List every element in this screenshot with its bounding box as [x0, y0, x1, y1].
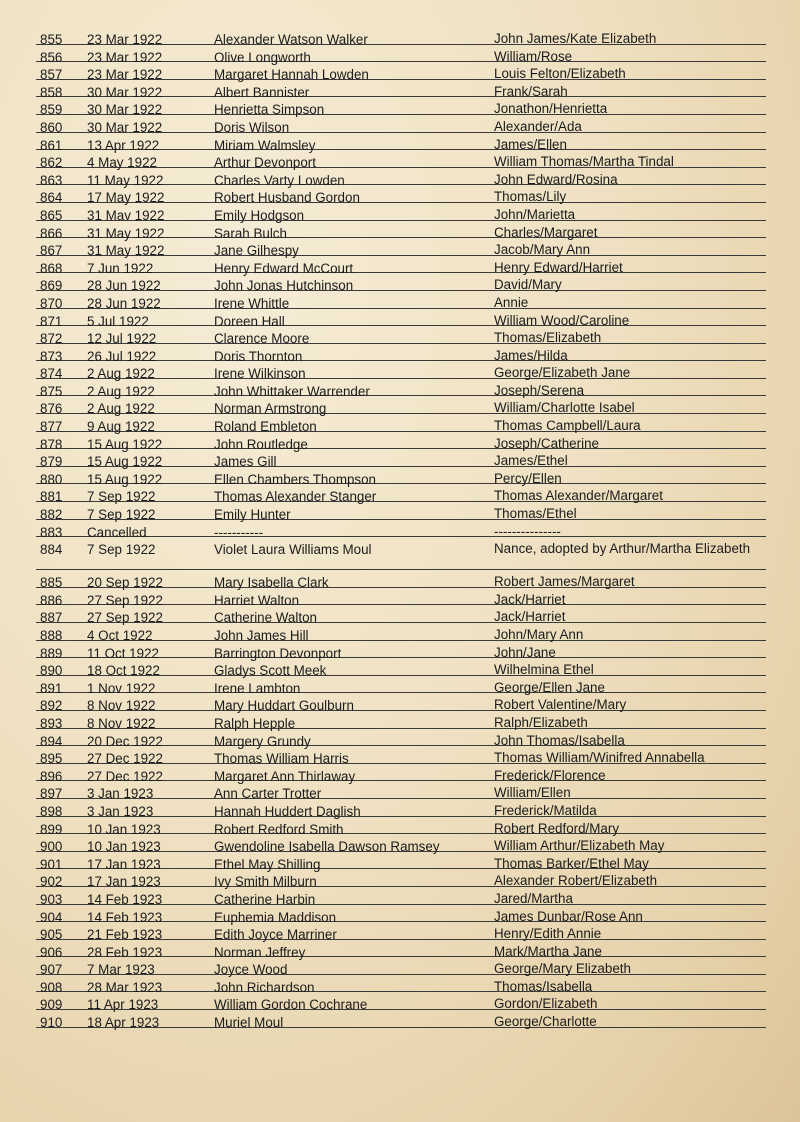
- parents-names: Henry Edward/Harriet: [494, 259, 623, 275]
- entry-number: 876: [40, 401, 63, 417]
- entry-date: 23 Mar 1922: [87, 49, 163, 65]
- child-name: Roland Embleton: [214, 419, 317, 435]
- child-name: John Richardson: [214, 979, 315, 995]
- child-name: Joyce Wood: [214, 962, 288, 978]
- entry-date: 14 Feb 1923: [87, 909, 163, 925]
- table-row: [36, 852, 766, 870]
- entry-date: 31 Mav 1922: [87, 207, 165, 223]
- child-name: Alexander Watson Walker: [214, 32, 368, 47]
- entry-number: 879: [40, 454, 63, 470]
- parents-names: Jared/Martha: [494, 890, 573, 906]
- child-name: -----------: [214, 524, 264, 540]
- child-name: Harriet Walton: [214, 592, 300, 608]
- parents-names: Charles/Margaret: [494, 224, 598, 240]
- parents-names: William/Charlotte Isabel: [494, 400, 635, 416]
- child-name: Miriam Walmsley: [214, 137, 316, 153]
- child-name: Ralph Hepple: [214, 715, 296, 731]
- table-row: [36, 467, 766, 485]
- child-name: William Gordon Cochrane: [214, 997, 368, 1013]
- entry-number: 901: [40, 856, 63, 872]
- child-name: Doreen Hall: [214, 313, 285, 329]
- parents-names: David/Mary: [494, 277, 562, 293]
- parents-names: John/Mary Ann: [494, 627, 584, 642]
- entry-number: 861: [40, 137, 63, 153]
- child-name: James Gill: [214, 454, 277, 470]
- entry-number: 881: [40, 489, 63, 505]
- parents-names: Frank/Sarah: [494, 83, 568, 99]
- entry-date: 7 Sep 1922: [87, 507, 156, 523]
- table-row: [36, 185, 766, 206]
- child-name: Charles Varty Lowden: [214, 172, 345, 188]
- parents-names: Jonathon/Henrietta: [494, 101, 608, 117]
- parents-names: Alexander Robert/Elizabeth: [494, 873, 658, 889]
- entry-date: 15 Aug 1922: [87, 436, 163, 452]
- table-row: [36, 309, 766, 327]
- child-name: Muriel Moul: [214, 1015, 284, 1031]
- entry-date: 17 Jan 1923: [87, 856, 161, 872]
- entry-number: 860: [40, 119, 63, 135]
- table-row: [36, 449, 766, 470]
- table-row: [36, 992, 766, 1013]
- entry-number: 885: [40, 575, 63, 591]
- table-row: [36, 975, 766, 993]
- parents-names: Thomas Barker/Ethel May: [494, 855, 649, 871]
- table-row: [36, 676, 766, 694]
- child-name: Albert Bannister: [214, 84, 310, 100]
- entry-date: 15 Aug 1922: [87, 454, 163, 470]
- entry-number: 899: [40, 821, 63, 837]
- entry-date: 18 Oct 1922: [87, 663, 160, 679]
- entry-date: 8 Nov 1922: [87, 698, 156, 714]
- parents-names: John James/Kate Elizabeth: [494, 31, 657, 46]
- parents-names: Thomas Alexander/Margaret: [494, 488, 663, 504]
- entry-number: 903: [40, 891, 63, 907]
- entry-number: 867: [40, 243, 63, 259]
- parents-names: William Wood/Caroline: [494, 312, 630, 328]
- entry-date: 12 Jul 1922: [87, 331, 157, 347]
- child-name: Mary Isabella Clark: [214, 575, 329, 591]
- entry-number: 869: [40, 278, 63, 294]
- table-row: [36, 133, 766, 151]
- entry-number: 906: [40, 944, 63, 960]
- parents-names: Gordon/Elizabeth: [494, 996, 598, 1012]
- table-row: [36, 238, 766, 259]
- entry-number: 904: [40, 909, 63, 925]
- entry-number: 882: [40, 507, 63, 523]
- child-name: Mary Huddart Goulburn: [214, 698, 354, 714]
- entry-date: 9 Aug 1922: [87, 419, 155, 435]
- entry-number: 909: [40, 997, 63, 1013]
- table-row: [36, 326, 766, 347]
- entry-date: 7 Sep 1922: [87, 542, 156, 558]
- entry-number: 890: [40, 663, 63, 679]
- table-row: [36, 115, 766, 133]
- child-name: Irene Lambton: [214, 680, 301, 696]
- table-row: [36, 957, 766, 978]
- parents-names: Annie: [494, 294, 529, 310]
- parents-names: Thomas Campbell/Laura: [494, 418, 641, 434]
- entry-number: 866: [40, 225, 63, 241]
- child-name: Irene Wilkinson: [214, 366, 306, 382]
- parents-names: William/Rose: [494, 48, 573, 64]
- child-name: Arthur Devonport: [214, 155, 316, 171]
- parents-names: Jack/Harriet: [494, 591, 566, 607]
- child-name: Ann Carter Trotter: [214, 786, 322, 802]
- table-row: [36, 221, 766, 239]
- parents-names: Thomas/Elizabeth: [494, 330, 602, 346]
- entry-date: 27 Sep 1922: [87, 610, 163, 626]
- child-name: Emily Hunter: [214, 507, 291, 523]
- entry-number: 889: [40, 645, 63, 661]
- parents-names: George/Charlotte: [494, 1014, 597, 1030]
- parents-names: Jacob/Mary Ann: [494, 242, 591, 258]
- entry-number: 865: [40, 207, 63, 223]
- entry-date: 30 Mar 1922: [87, 119, 163, 135]
- entry-number: 883: [40, 524, 63, 540]
- parents-names: George/Elizabeth Jane: [494, 365, 631, 381]
- child-name: Irene Whittle: [214, 295, 290, 311]
- entry-date: 14 Feb 1923: [87, 891, 163, 907]
- table-row: [36, 658, 766, 679]
- child-name: Catherine Harbin: [214, 891, 316, 907]
- child-name: Gladys Scott Meek: [214, 663, 327, 679]
- child-name: Clarence Moore: [214, 331, 310, 347]
- entry-date: 26 Jul 1922: [87, 348, 157, 364]
- child-name: Thomas Alexander Stanger: [214, 489, 377, 505]
- parents-names: John Thomas/Isabella: [494, 732, 625, 748]
- table-row: [36, 729, 766, 747]
- entry-number: 898: [40, 803, 63, 819]
- parents-names: James Dunbar/Rose Ann: [494, 908, 643, 924]
- entry-date: 2 Aug 1922: [87, 401, 155, 417]
- child-name: Edith Joyce Marriner: [214, 927, 337, 943]
- table-row: [36, 168, 766, 186]
- entry-date: 3 Jan 1923: [87, 786, 154, 802]
- parents-names: Robert Redford/Mary: [494, 820, 620, 836]
- entry-date: 11 May 1922: [87, 172, 164, 188]
- child-name: Margaret Hannah Lowden: [214, 67, 369, 83]
- entry-date: 7 Sep 1922: [87, 489, 156, 505]
- entry-number: 878: [40, 436, 63, 452]
- parents-names: James/Ethel: [494, 453, 568, 469]
- entry-date: 27 Dec 1922: [87, 768, 163, 784]
- entry-date: 10 Jan 1923: [87, 821, 161, 837]
- table-row: [36, 62, 766, 83]
- entry-date: 31 May 1922: [87, 243, 165, 259]
- parents-names: Frederick/Florence: [494, 767, 606, 783]
- child-name: John Routledge: [214, 436, 308, 452]
- child-name: Violet Laura Williams Moul: [214, 542, 372, 558]
- parents-names: Percy/Ellen: [494, 470, 562, 486]
- table-row: [36, 869, 766, 890]
- child-name: Sarah Bulch: [214, 225, 287, 241]
- entry-date: 15 Aug 1922: [87, 471, 163, 487]
- entry-number: 897: [40, 786, 63, 802]
- child-name: Jane Gilhespy: [214, 243, 299, 259]
- table-row: [36, 887, 766, 905]
- table-row: [36, 396, 766, 417]
- entry-number: 872: [40, 331, 63, 347]
- table-row: [36, 817, 766, 835]
- table-row: [36, 711, 766, 729]
- entry-number: 871: [40, 313, 63, 329]
- entry-number: 859: [40, 102, 63, 118]
- parents-names: Ralph/Elizabeth: [494, 714, 588, 730]
- table-row: [36, 922, 766, 943]
- parents-names: Thomas/Lily: [494, 189, 567, 205]
- entry-number: 902: [40, 874, 63, 890]
- entry-date: 7 Mar 1923: [87, 962, 155, 978]
- entry-date: 20 Sep 1922: [87, 575, 163, 591]
- child-name: John Whittaker Warrender: [214, 383, 370, 399]
- parents-names: William Arthur/Elizabeth May: [494, 838, 665, 854]
- entry-date: 4 May 1922: [87, 155, 157, 171]
- parents-names: George/Ellen Jane: [494, 679, 605, 695]
- entry-date: 11 Oct 1922: [87, 645, 159, 661]
- table-row: [36, 520, 766, 538]
- entry-date: 2 Aug 1922: [87, 383, 155, 399]
- entry-date: 18 Apr 1923: [87, 1015, 160, 1031]
- child-name: Henrietta Simpson: [214, 102, 325, 118]
- entry-number: 891: [40, 680, 63, 696]
- parents-names: James/Ellen: [494, 136, 567, 152]
- table-row: [36, 799, 766, 817]
- parents-names: Joseph/Serena: [494, 382, 585, 398]
- entry-date: 28 Jun 1922: [87, 295, 161, 311]
- parents-names: Thomas/Isabella: [494, 978, 593, 994]
- parents-names: Frederick/Matilda: [494, 802, 597, 818]
- child-name: Doris Thornton: [214, 348, 303, 364]
- parents-names: Nance, adopted by Arthur/Martha Elizabeth: [494, 541, 751, 557]
- entry-date: 30 Mar 1922: [87, 102, 163, 118]
- table-row: [36, 781, 766, 802]
- parents-names: John/Marietta: [494, 206, 576, 222]
- child-name: Olive Longworth: [214, 49, 311, 65]
- child-name: Euphemia Maddison: [214, 909, 337, 925]
- child-name: Margaret Ann Thirlaway: [214, 768, 356, 784]
- entry-date: 23 Mar 1922: [87, 32, 163, 47]
- table-row: [36, 361, 766, 382]
- table-row: [36, 940, 766, 958]
- child-name: Ellen Chambers Thompson: [214, 471, 377, 487]
- table-row: [36, 256, 766, 274]
- entry-date: 21 Feb 1923: [87, 927, 163, 943]
- entry-date: 8 Nov 1922: [87, 715, 156, 731]
- table-row: [36, 344, 766, 362]
- entry-date: 28 Feb 1923: [87, 944, 163, 960]
- entry-date: 3 Jan 1923: [87, 803, 154, 819]
- child-name: Emily Hodgson: [214, 207, 305, 223]
- entry-number: 856: [40, 49, 63, 65]
- entry-number: 884: [40, 542, 63, 558]
- entry-number: 886: [40, 592, 63, 608]
- entry-number: 858: [40, 84, 63, 100]
- child-name: John James Hill: [214, 628, 309, 643]
- parents-names: Alexander/Ada: [494, 118, 582, 134]
- table-row: [36, 273, 766, 294]
- entry-number: 893: [40, 715, 63, 731]
- table-row: [36, 570, 766, 591]
- parents-names: Wilhelmina Ethel: [494, 662, 594, 678]
- entry-number: 907: [40, 962, 63, 978]
- entry-date: 28 Mar 1923: [87, 979, 163, 995]
- table-row: [36, 484, 766, 505]
- entry-number: 873: [40, 348, 63, 364]
- parents-names: George/Mary Elizabeth: [494, 961, 631, 977]
- parents-names: Louis Felton/Elizabeth: [494, 66, 626, 82]
- table-row: [36, 834, 766, 855]
- entry-number: 864: [40, 190, 63, 206]
- entry-date: 5 Jul 1922: [87, 313, 149, 329]
- child-name: Robert Husband Gordon: [214, 190, 360, 206]
- entry-number: 905: [40, 927, 63, 943]
- child-name: Margery Grundy: [214, 733, 311, 749]
- parents-names: ---------------: [494, 523, 561, 539]
- child-name: Norman Armstrong: [214, 401, 327, 417]
- entry-number: 868: [40, 260, 63, 276]
- entry-date: 17 Jan 1923: [87, 874, 161, 890]
- parents-names: Henry/Edith Annie: [494, 926, 602, 942]
- child-name: Gwendoline Isabella Dawson Ramsey: [214, 839, 440, 855]
- parents-names: John/Jane: [494, 644, 556, 660]
- child-name: Robert Redford Smith: [214, 821, 344, 837]
- table-row: [36, 45, 766, 63]
- entry-number: 895: [40, 751, 63, 767]
- table-row: [36, 641, 766, 659]
- entry-date: 27 Sep 1922: [87, 592, 163, 608]
- table-row: [36, 588, 766, 606]
- entry-number: 880: [40, 471, 63, 487]
- entry-date: 23 Mar 1922: [87, 67, 163, 83]
- table-row: [36, 291, 766, 309]
- table-row: [36, 905, 766, 923]
- entry-number: 875: [40, 383, 63, 399]
- table-row: [36, 502, 766, 523]
- entry-date: 4 Oct 1922: [87, 628, 153, 643]
- entry-number: 894: [40, 733, 63, 749]
- child-name: John Jonas Hutchinson: [214, 278, 354, 294]
- entry-number: 896: [40, 768, 63, 784]
- entry-number: 874: [40, 366, 63, 382]
- table-row: [36, 693, 766, 714]
- table-row: [36, 414, 766, 435]
- entry-number: 888: [40, 628, 63, 643]
- entry-number: 863: [40, 172, 63, 188]
- parents-names: Joseph/Catherine: [494, 435, 599, 451]
- entry-number: 855: [40, 32, 63, 47]
- child-name: Ethel May Shilling: [214, 856, 321, 872]
- baptism-register-table: [36, 27, 766, 1031]
- table-row: [36, 379, 766, 397]
- entry-date: 2 Aug 1922: [87, 366, 155, 382]
- entry-date: 31 May 1922: [87, 225, 165, 241]
- parents-names: William/Ellen: [494, 785, 571, 801]
- parents-names: Robert Valentine/Mary: [494, 697, 627, 713]
- parents-names: William Thomas/Martha Tindal: [494, 154, 674, 170]
- table-row: [36, 764, 766, 782]
- entry-number: 862: [40, 155, 63, 171]
- entry-date: 20 Dec 1922: [87, 733, 163, 749]
- parents-names: Mark/Martha Jane: [494, 943, 602, 959]
- entry-number: 910: [40, 1015, 63, 1031]
- entry-number: 887: [40, 610, 63, 626]
- table-row: [36, 623, 766, 641]
- table-row: [36, 97, 766, 118]
- entry-number: 857: [40, 67, 63, 83]
- table-row: [36, 537, 766, 570]
- entry-date: 17 May 1922: [87, 190, 165, 206]
- table-row: [36, 746, 766, 767]
- entry-date: 7 Jun 1922: [87, 260, 154, 276]
- entry-number: 900: [40, 839, 63, 855]
- entry-number: 870: [40, 295, 63, 311]
- child-name: Thomas William Harris: [214, 751, 349, 767]
- entry-date: 30 Mar 1922: [87, 84, 163, 100]
- child-name: Doris Wilson: [214, 119, 290, 135]
- entry-date: 28 Jun 1922: [87, 278, 161, 294]
- entry-date: 10 Jan 1923: [87, 839, 161, 855]
- entry-number: 908: [40, 979, 63, 995]
- entry-date: 11 Apr 1923: [87, 997, 159, 1013]
- parents-names: John Edward/Rosina: [494, 171, 618, 187]
- entry-number: 892: [40, 698, 63, 714]
- entry-date: 1 Nov 1922: [87, 680, 156, 696]
- table-row: [36, 432, 766, 450]
- entry-number: 877: [40, 419, 63, 435]
- parents-names: Thomas/Ethel: [494, 506, 577, 522]
- child-name: Hannah Huddert Daglish: [214, 803, 361, 819]
- parents-names: Jack/Harriet: [494, 609, 566, 625]
- child-name: Ivy Smith Milburn: [214, 874, 317, 890]
- table-row: [36, 203, 766, 221]
- child-name: Norman Jeffrey: [214, 944, 306, 960]
- entry-date: 27 Dec 1922: [87, 751, 163, 767]
- entry-date: 13 Apr 1922: [87, 137, 160, 153]
- table-row: [36, 1010, 766, 1031]
- parents-names: Thomas William/Winifred Annabella: [494, 750, 705, 766]
- table-row: [36, 80, 766, 98]
- table-row: [36, 605, 766, 626]
- child-name: Catherine Walton: [214, 610, 317, 626]
- parents-names: James/Hilda: [494, 347, 568, 363]
- child-name: Barrington Devonport: [214, 645, 342, 661]
- table-row: [36, 27, 766, 45]
- table-row: [36, 150, 766, 171]
- entry-date: Cancelled: [87, 524, 147, 540]
- parents-names: Robert James/Margaret: [494, 574, 635, 590]
- child-name: Henry Edward McCourt: [214, 260, 354, 276]
